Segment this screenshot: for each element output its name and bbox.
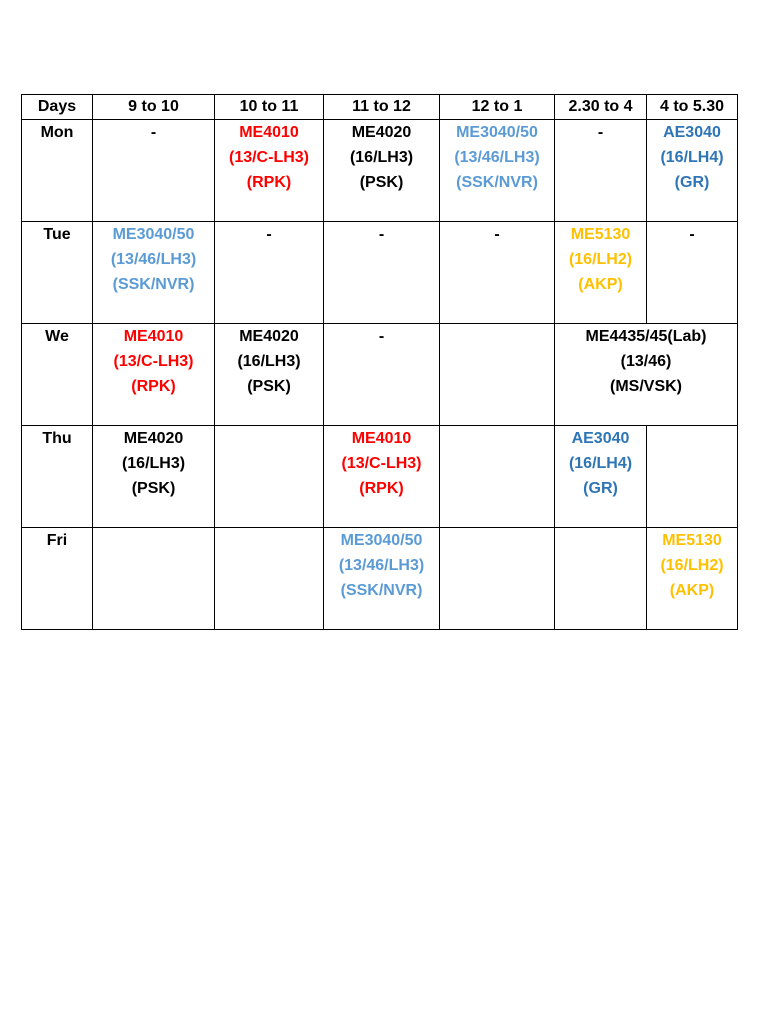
course-venue: (13/46)	[620, 353, 672, 370]
timetable-body	[22, 120, 738, 630]
course-code: ME3040/50	[112, 226, 195, 243]
course-venue: (13/46/LH3)	[338, 557, 425, 574]
schedule-cell	[324, 528, 440, 630]
day-row-tue	[22, 222, 738, 324]
course-venue: (16/LH3)	[237, 353, 301, 370]
day-label: Thu	[22, 426, 93, 528]
course-instructor: (PSK)	[359, 174, 404, 191]
schedule-cell	[440, 324, 555, 426]
day-label: Mon	[22, 120, 93, 222]
course-instructor: (GR)	[583, 480, 618, 497]
schedule-cell	[555, 426, 647, 528]
course-venue: (13/46/LH3)	[454, 149, 540, 166]
course-venue: (16/LH2)	[660, 557, 724, 574]
course-instructor: (PSK)	[247, 378, 291, 395]
course-code: AE3040	[663, 124, 721, 141]
course-code: -	[150, 124, 157, 141]
schedule-cell	[324, 426, 440, 528]
course-venue: (16/LH4)	[568, 455, 633, 472]
course-instructor: (GR)	[674, 174, 710, 191]
day-label: Tue	[22, 222, 93, 324]
schedule-cell	[93, 120, 215, 222]
course-venue: (13/46/LH3)	[110, 251, 197, 268]
course-venue: (13/C-LH3)	[113, 353, 194, 370]
schedule-cell	[93, 528, 215, 630]
schedule-cell	[555, 324, 738, 426]
schedule-cell	[647, 222, 738, 324]
schedule-cell	[555, 222, 647, 324]
day-row-mon	[22, 120, 738, 222]
course-instructor: (MS/VSK)	[610, 378, 682, 395]
course-code: ME5130	[662, 532, 722, 549]
day-label: Fri	[22, 528, 93, 630]
schedule-cell	[324, 222, 440, 324]
schedule-cell	[647, 426, 738, 528]
course-instructor: (PSK)	[131, 480, 176, 497]
schedule-cell	[324, 120, 440, 222]
header-slot-10-11: 10 to 11	[215, 95, 324, 120]
header-row	[22, 95, 738, 120]
course-code: ME4020	[123, 430, 184, 447]
course-code: -	[597, 124, 604, 141]
schedule-cell	[555, 528, 647, 630]
course-instructor: (AKP)	[578, 276, 623, 293]
header-days: Days	[22, 95, 93, 120]
course-venue: (13/C-LH3)	[228, 149, 309, 166]
schedule-cell	[215, 222, 324, 324]
day-row-thu	[22, 426, 738, 528]
schedule-cell	[215, 120, 324, 222]
schedule-cell	[215, 528, 324, 630]
schedule-cell	[440, 528, 555, 630]
schedule-cell	[440, 120, 555, 222]
schedule-cell	[647, 120, 738, 222]
course-instructor: (RPK)	[359, 480, 404, 497]
course-code: ME4435/45(Lab)	[585, 328, 707, 345]
course-code: -	[266, 226, 272, 243]
course-instructor: (SSK/NVR)	[456, 174, 538, 191]
course-code: ME4010	[239, 124, 299, 141]
header-slot-4-530: 4 to 5.30	[647, 95, 738, 120]
course-venue: (13/C-LH3)	[341, 455, 422, 472]
timetable	[21, 94, 738, 630]
schedule-cell	[93, 222, 215, 324]
day-label: We	[22, 324, 93, 426]
schedule-cell	[215, 426, 324, 528]
header-slot-11-12: 11 to 12	[324, 95, 440, 120]
header-slot-12-1: 12 to 1	[440, 95, 555, 120]
course-code: -	[689, 226, 695, 243]
course-venue: (16/LH4)	[660, 149, 724, 166]
course-code: ME4010	[351, 430, 412, 447]
course-instructor: (RPK)	[246, 174, 292, 191]
schedule-cell	[440, 426, 555, 528]
day-row-fri	[22, 528, 738, 630]
schedule-cell	[93, 426, 215, 528]
course-instructor: (SSK/NVR)	[112, 276, 195, 293]
header-slot-9-10: 9 to 10	[93, 95, 215, 120]
course-venue: (16/LH2)	[568, 251, 633, 268]
schedule-cell	[440, 222, 555, 324]
course-code: ME4010	[123, 328, 184, 345]
course-code: ME3040/50	[340, 532, 423, 549]
course-code: ME4020	[239, 328, 299, 345]
schedule-cell	[647, 528, 738, 630]
day-row-we	[22, 324, 738, 426]
course-instructor: (SSK/NVR)	[340, 582, 423, 599]
schedule-cell	[93, 324, 215, 426]
course-code: ME5130	[570, 226, 631, 243]
course-code: -	[378, 226, 385, 243]
schedule-cell	[555, 120, 647, 222]
course-venue: (16/LH3)	[349, 149, 414, 166]
course-code: -	[378, 328, 385, 345]
course-code: ME4020	[351, 124, 412, 141]
course-venue: (16/LH3)	[121, 455, 186, 472]
course-code: ME3040/50	[456, 124, 538, 141]
course-code: -	[494, 226, 500, 243]
header-slot-230-4: 2.30 to 4	[555, 95, 647, 120]
course-code: AE3040	[571, 430, 630, 447]
course-instructor: (RPK)	[131, 378, 176, 395]
schedule-cell	[215, 324, 324, 426]
course-instructor: (AKP)	[669, 582, 715, 599]
schedule-cell	[324, 324, 440, 426]
